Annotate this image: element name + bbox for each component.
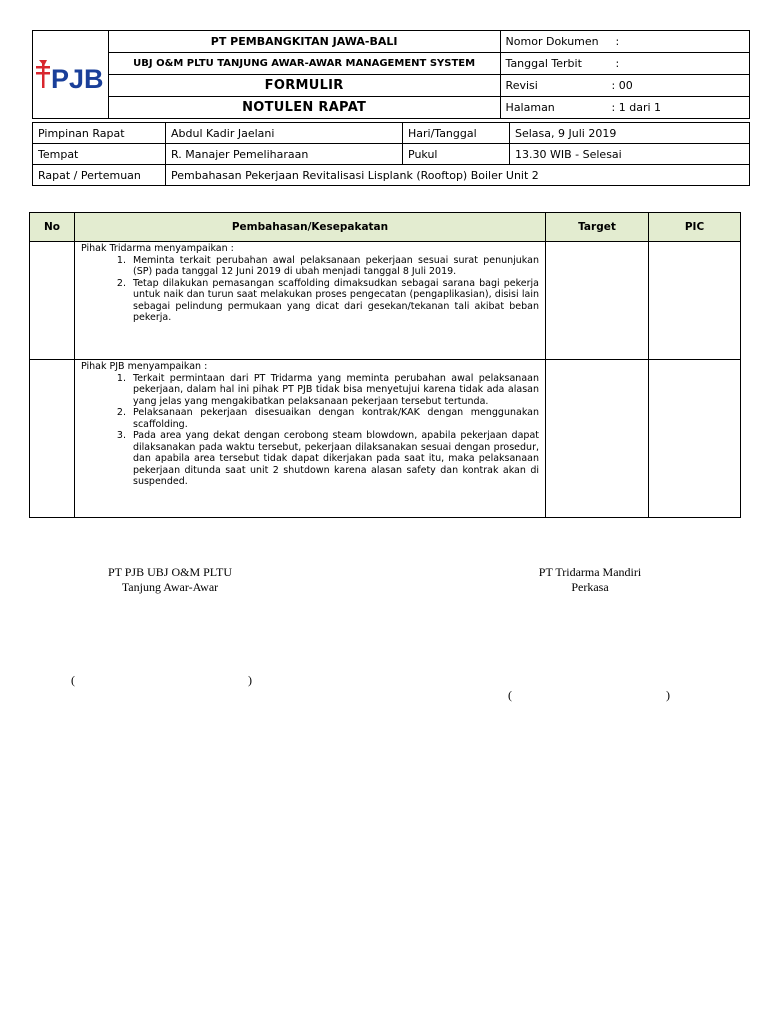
list-item: 1. Terkait permintaan dari PT Tridarma yang meminta perubahan awal pelaksanaan pekerjaan, dalam hal ini pihak PT PJB tidak bisa menyetujui karena tidak ada alasan yang jelas yang mengakibatkan pelaksanaan pekerjaan tersebut tertunda. [129, 373, 539, 408]
col-target-header: Target [546, 213, 649, 242]
list-item: 2. Pelaksanaan pekerjaan disesuaikan dengan kontrak/KAK dengan menggunakan scaffolding. [129, 407, 539, 430]
signature-left-line1: PT PJB UBJ O&M PLTU [107, 565, 233, 579]
col-pic-header: PIC [649, 213, 741, 242]
revision-label: Revisi [505, 79, 538, 92]
day-label: Hari/Tanggal [403, 123, 510, 144]
form-type: FORMULIR [108, 75, 500, 97]
signature-right-line1: PT Tridarma Mandiri [538, 565, 642, 579]
issue-date-value: : [615, 57, 620, 70]
meeting-info [32, 122, 750, 186]
discussion-list [81, 373, 539, 488]
svg-text:PJB: PJB [51, 63, 104, 94]
row-discussion [75, 360, 546, 518]
leader-value: Abdul Kadir Jaelani [166, 123, 403, 144]
place-value: R. Manajer Pemeliharaan [166, 144, 403, 165]
day-value: Selasa, 9 Juli 2019 [510, 123, 750, 144]
minutes-table [29, 212, 741, 518]
meeting-value: Pembahasan Pekerjaan Revitalisasi Lisplank (Rooftop) Boiler Unit 2 [166, 165, 750, 186]
signature-right-line2: Perkasa [571, 580, 609, 594]
signature-left-line2: Tanjung Awar-Awar [121, 580, 219, 594]
table-row [30, 242, 741, 360]
signature-left-paren-open: ( [71, 673, 75, 687]
leader-label: Pimpinan Rapat [33, 123, 166, 144]
page-label: Halaman [505, 101, 555, 114]
row-no [30, 360, 75, 518]
time-value: 13.30 WIB - Selesai [510, 144, 750, 165]
table-row [30, 360, 741, 518]
signature-left [70, 565, 270, 595]
row-target [546, 360, 649, 518]
signature-right [500, 565, 680, 595]
document-header [32, 30, 750, 119]
page-value: : 1 dari 1 [611, 101, 662, 114]
signature-right-paren-open: ( [508, 688, 512, 702]
issue-date-label: Tanggal Terbit [505, 57, 582, 70]
signature-right-paren-close: ) [666, 688, 670, 702]
form-title: NOTULEN RAPAT [108, 97, 500, 119]
row-target [546, 242, 649, 360]
list-item: 1. Meminta terkait perubahan awal pelaksanaan pekerjaan sesuai surat penunjukan (SP) pada tanggal 12 Juni 2019 di ubah menjadi tanggal 8 Juli 2019. [129, 255, 539, 278]
company-name: PT PEMBANGKITAN JAWA-BALI [108, 31, 500, 53]
meeting-label: Rapat / Pertemuan [33, 165, 166, 186]
discussion-list [81, 255, 539, 324]
doc-number-label: Nomor Dokumen [505, 35, 599, 48]
signature-left-paren-close: ) [248, 673, 252, 687]
place-label: Tempat [33, 144, 166, 165]
pjb-logo [33, 50, 108, 100]
unit-name: UBJ O&M PLTU TANJUNG AWAR-AWAR MANAGEMENT SYSTEM [108, 53, 500, 75]
time-label: Pukul [403, 144, 510, 165]
revision-value: : 00 [611, 79, 633, 92]
list-item: 2. Tetap dilakukan pemasangan scaffolding dimaksudkan sebagai sarana bagi pekerja untuk naik dan turun saat melakukan proses pengecatan (pengaplikasian), disisi lain sebagai pelindung permukaan yang dicat dari gesekan/tekanan tali akibat beban pekerja. [129, 278, 539, 324]
logo-cell [33, 31, 109, 119]
row-pic [649, 242, 741, 360]
col-no-header: No [30, 213, 75, 242]
row-pic [649, 360, 741, 518]
row-discussion [75, 242, 546, 360]
row-intro: Pihak PJB menyampaikan : [81, 361, 208, 372]
row-intro: Pihak Tridarma menyampaikan : [81, 243, 234, 254]
col-discussion-header: Pembahasan/Kesepakatan [75, 213, 546, 242]
list-item: 3. Pada area yang dekat dengan cerobong steam blowdown, apabila pekerjaan dapat dilaksanakan pada waktu tersebut, pekerjaan dilaksanakan sesuai dengan prosedur, dan apabila area tersebut tidak dapat dikerjakan pada saat itu, maka pelaksanaan pekerjaan ditunda saat unit 2 shutdown karena alasan safety dan kontrak akan di suspended. [129, 430, 539, 488]
doc-number-value: : [615, 35, 620, 48]
row-no [30, 242, 75, 360]
